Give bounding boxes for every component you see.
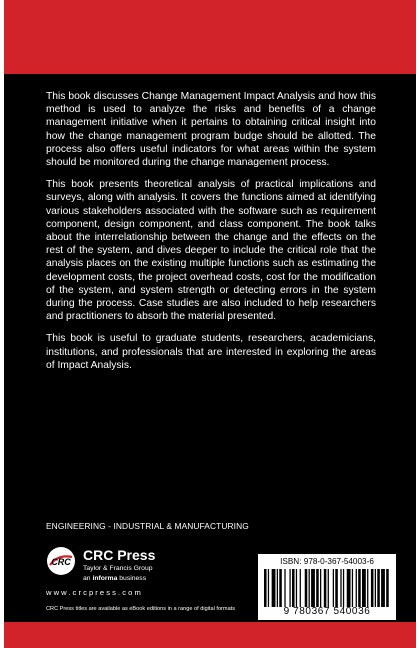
bottom-red-band (4, 622, 416, 648)
business-brand: informa (92, 575, 118, 582)
crc-logo-text: CRC (51, 557, 71, 567)
barcode-icon (264, 569, 390, 607)
crc-logo-icon (46, 546, 76, 576)
top-red-band (4, 0, 416, 74)
blurb-paragraph-1: This book discusses Change Management Impact Analysis and how this method is used to analyze the risks and benefits of a change management initiative when it pertains to obtaining critical insight into how the change management program budge should be allotted. The process also offers useful indicators for what areas within the system should be monitored during the change management process. (46, 91, 376, 169)
business-suffix: business (117, 575, 147, 582)
back-cover (4, 0, 416, 648)
blurb-paragraph-3: This book is useful to graduate students, researchers, academicians, institutions, and professionals that are interested in exploring the areas of Impact Analysis. (46, 333, 376, 371)
publisher-business-line (83, 575, 223, 582)
blurb-paragraph-2: This book presents theoretical analysis of practical implications and surveys, along with analysis. It covers the functions aimed at identifying various stakeholders associated with the software such as requirement component, design component, and class component. The book talks about the interrelationship between the change and the effects on the rest of the system, and dives deeper to include the critical role that the analysis places on the existing multiple functions such as estimating the development costs, the project overhead costs, cost for the modification of the system, and system strength or detecting errors in the system during the process. Case studies are also included to help researchers and practitioners to absorb the material presented. (46, 179, 376, 323)
barcode-digits: 9 780367 540036 (283, 606, 371, 617)
blurb (46, 90, 376, 381)
publisher-group: Taylor & Francis Group (83, 565, 153, 572)
subject-category: ENGINEERING - INDUSTRIAL & MANUFACTURING (46, 521, 249, 531)
publisher-website: www.crcpress.com (46, 588, 143, 597)
business-prefix: an (83, 575, 93, 582)
publisher-name: CRC Press (83, 547, 156, 563)
isbn-barcode-box (258, 554, 396, 620)
isbn-label: ISBN: 978-0-367-54003-6 (280, 557, 374, 566)
ebook-note: CRC Press titles are available as eBook editions in a range of digital formats (46, 606, 236, 612)
